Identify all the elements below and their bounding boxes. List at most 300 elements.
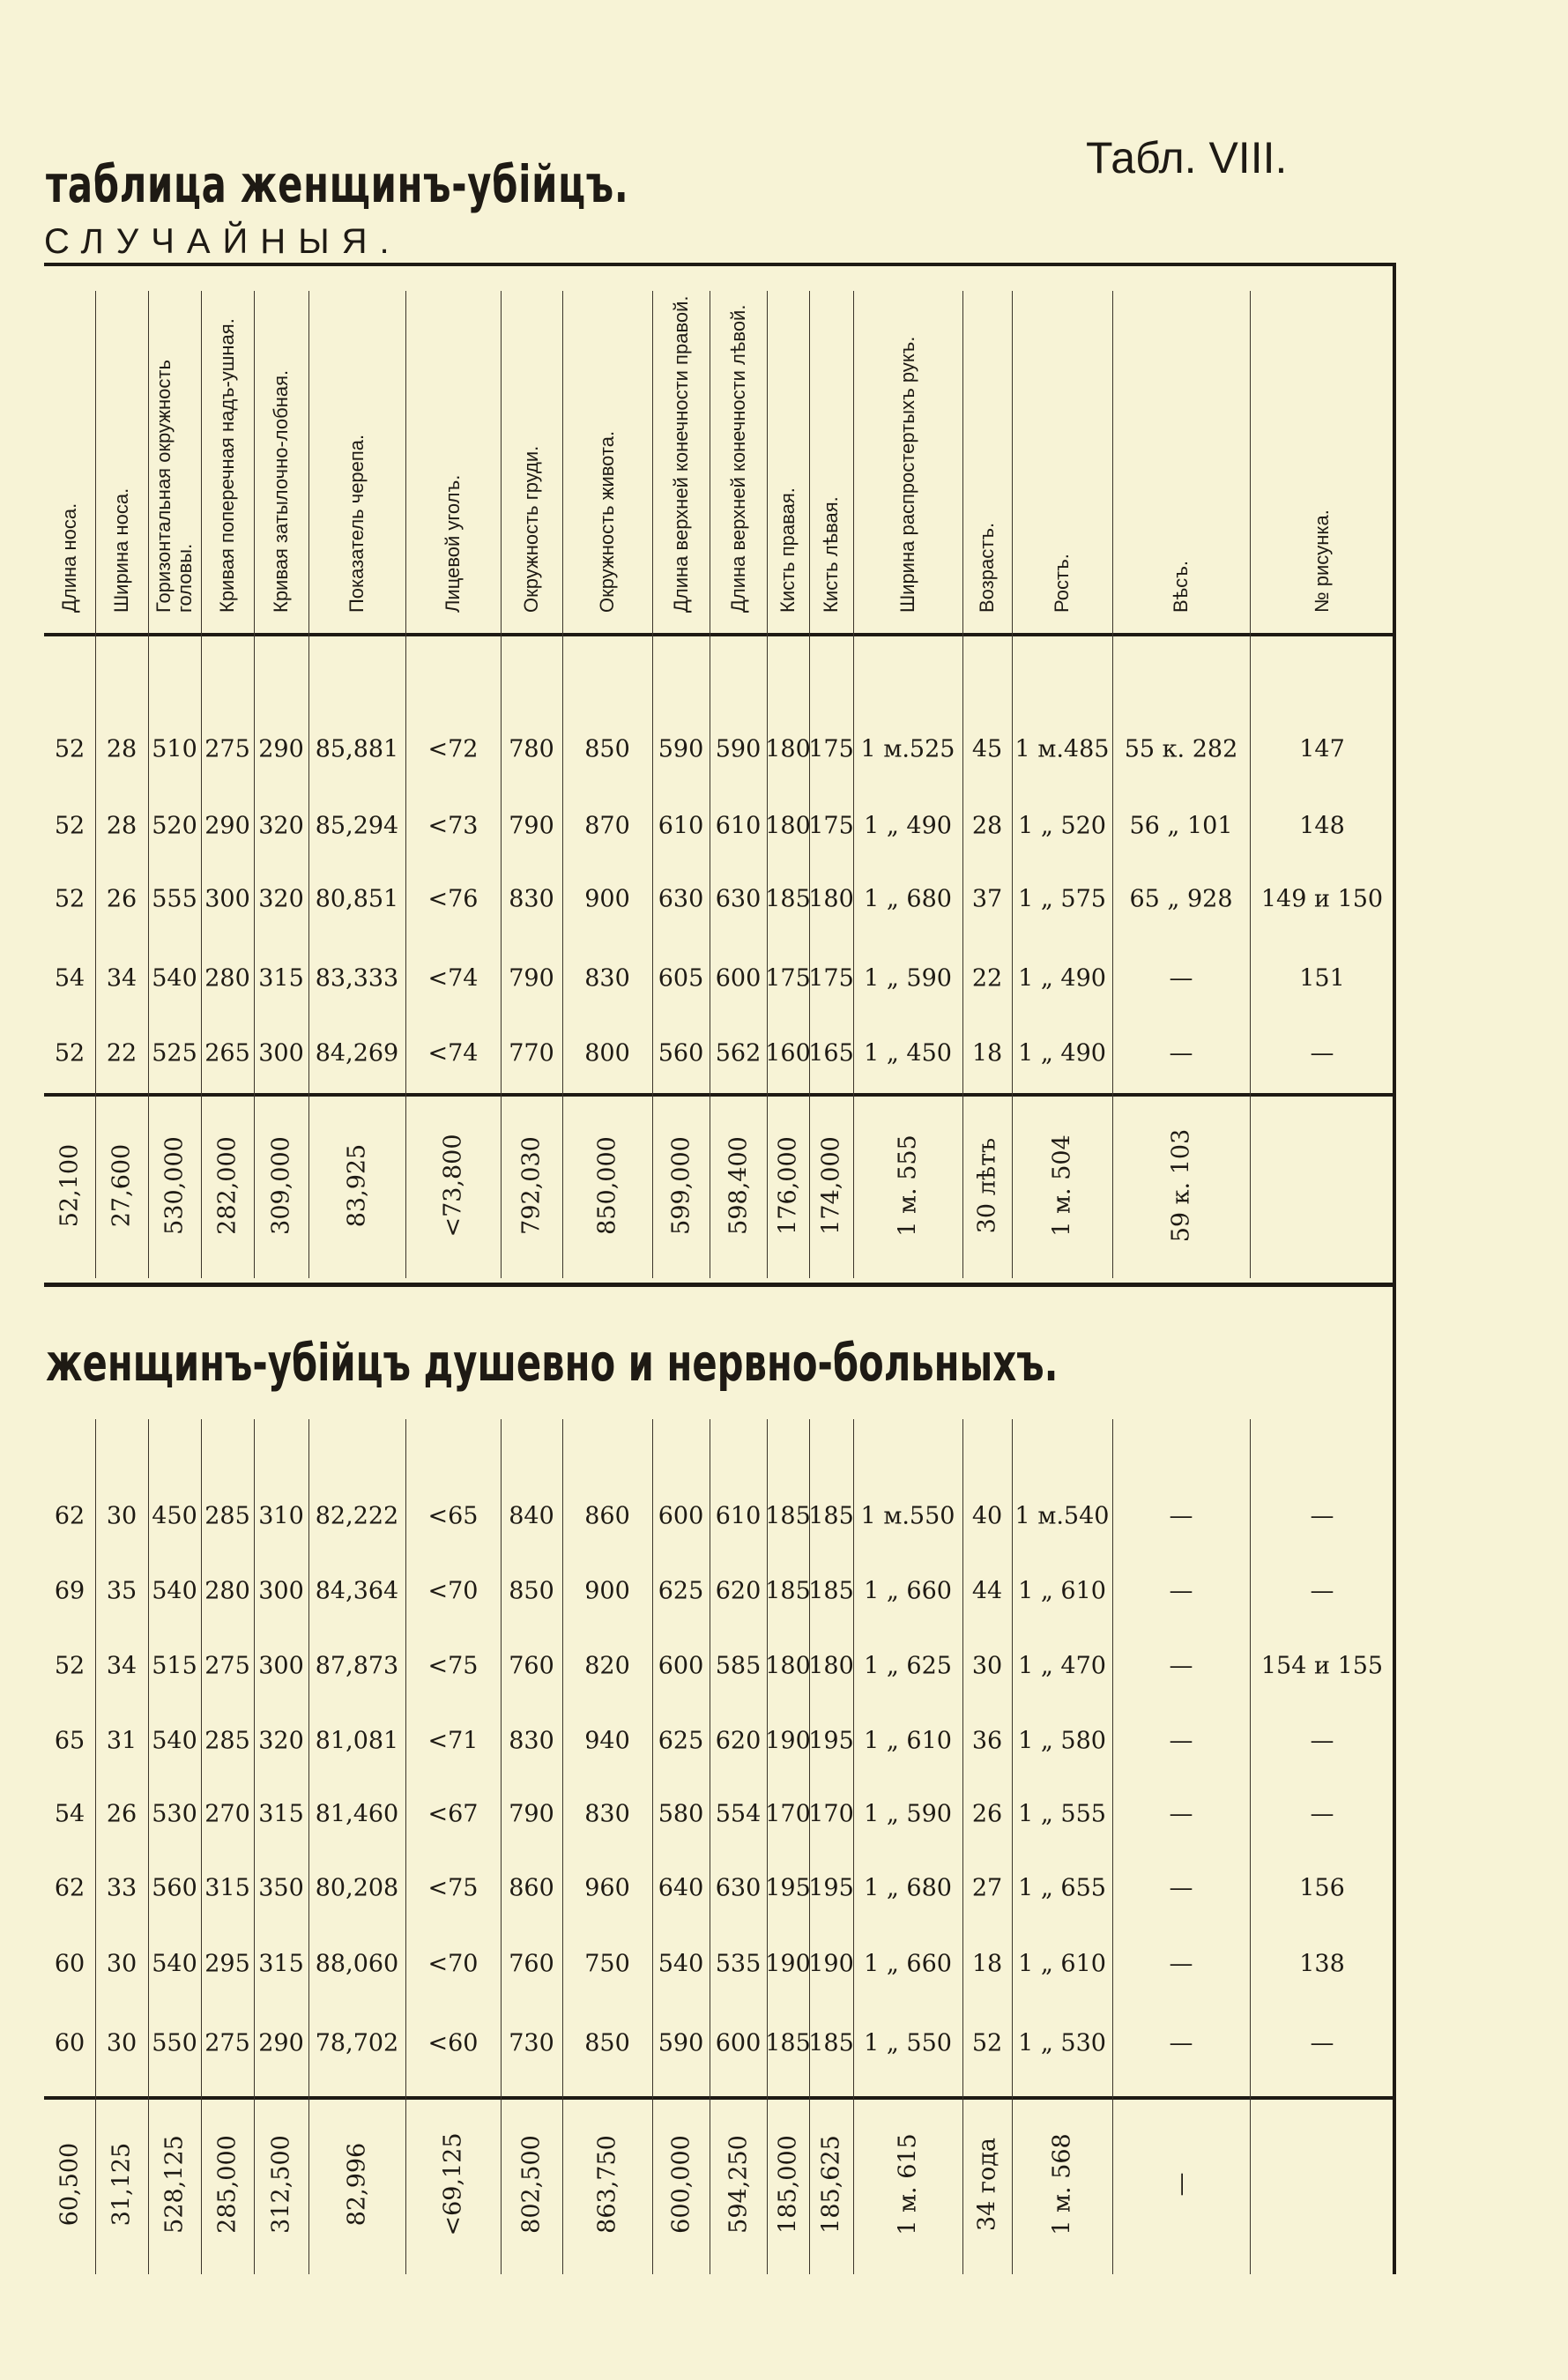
- table-cell: 280: [204, 1577, 250, 1605]
- table-cell: 175: [808, 812, 854, 840]
- table-cell: 82,222: [315, 1502, 399, 1530]
- table-cell: 540: [658, 1950, 704, 1978]
- average-value: 530,000: [160, 1136, 189, 1235]
- table-cell: 54: [54, 1800, 85, 1828]
- table-cell: 78,702: [315, 2029, 399, 2057]
- column-divider: [962, 291, 963, 1278]
- table-cell: 860: [509, 1874, 554, 1902]
- table-cell: 1 „ 660: [864, 1950, 952, 1978]
- average-value: 863,750: [593, 2135, 621, 2234]
- table-cell: —: [1169, 1577, 1193, 1605]
- average-value: 312,500: [267, 2135, 295, 2234]
- column-divider: [767, 291, 768, 1278]
- table-cell: —: [1169, 1652, 1193, 1680]
- column-divider: [201, 291, 202, 1278]
- table-cell: 26: [106, 1800, 137, 1828]
- table-cell: 52: [54, 1652, 85, 1680]
- average-value: <73,800: [439, 1134, 467, 1238]
- table-cell: 1 „ 610: [864, 1727, 952, 1755]
- column-divider: [405, 1419, 406, 2274]
- table-cell: 180: [808, 1652, 854, 1680]
- table-cell: 610: [715, 812, 762, 840]
- table-cell: 180: [765, 735, 811, 763]
- table-cell: 1 „ 520: [1018, 812, 1106, 840]
- table-cell: —: [1169, 1874, 1193, 1902]
- table-cell: 1 м.525: [860, 735, 955, 763]
- column-header: Ростъ.: [1051, 554, 1073, 613]
- column-header: Кисть лѣвая.: [820, 496, 842, 613]
- average-value: 1 м. 504: [1048, 1134, 1076, 1237]
- column-header: Кривая затылочно-лобная.: [270, 369, 292, 613]
- table-cell: 170: [765, 1800, 811, 1828]
- table-cell: 149 и 150: [1260, 885, 1384, 913]
- table-cell: 315: [258, 1800, 304, 1828]
- column-divider: [1012, 1419, 1013, 2274]
- table-cell: 185: [808, 2029, 854, 2057]
- table-cell: 1 „ 580: [1018, 1727, 1106, 1755]
- table-cell: 320: [258, 812, 304, 840]
- rule-line: [44, 633, 1394, 636]
- table-cell: 540: [152, 1727, 197, 1755]
- table-cell: 315: [258, 964, 304, 993]
- table-cell: 170: [808, 1800, 854, 1828]
- table-cell: 830: [584, 964, 630, 993]
- average-value: 60,500: [56, 2142, 84, 2227]
- table-cell: <60: [427, 2029, 479, 2057]
- table-cell: 1 „ 575: [1018, 885, 1106, 913]
- table-cell: 790: [509, 964, 554, 993]
- table-cell: <75: [427, 1652, 479, 1680]
- table-cell: <70: [427, 1950, 479, 1978]
- column-divider: [308, 291, 309, 1278]
- table-cell: 560: [658, 1039, 704, 1067]
- table-cell: 34: [106, 964, 137, 993]
- column-divider: [95, 1419, 96, 2274]
- column-divider: [1012, 291, 1013, 1278]
- column-divider: [853, 1419, 854, 2274]
- table-cell: 195: [808, 1727, 854, 1755]
- column-header: Лицевой уголъ.: [442, 474, 464, 613]
- table-cell: <71: [427, 1727, 479, 1755]
- rule-line: [44, 263, 1394, 266]
- table-cell: 35: [106, 1577, 137, 1605]
- table-cell: 770: [509, 1039, 554, 1067]
- table-cell: 30: [106, 1950, 137, 1978]
- table-cell: 850: [509, 1577, 554, 1605]
- table-cell: 290: [258, 735, 304, 763]
- table-cell: 315: [258, 1950, 304, 1978]
- table-cell: 960: [584, 1874, 630, 1902]
- average-value: 185,625: [817, 2135, 845, 2234]
- table-cell: 60: [54, 1950, 85, 1978]
- table-cell: <72: [427, 735, 479, 763]
- table-cell: 540: [152, 1950, 197, 1978]
- table-cell: 185: [808, 1502, 854, 1530]
- column-divider: [95, 291, 96, 1278]
- table-cell: 275: [204, 1652, 250, 1680]
- table-cell: 27: [971, 1874, 1003, 1902]
- table-cell: 320: [258, 1727, 304, 1755]
- table-cell: —: [1169, 964, 1193, 993]
- table-cell: 85,294: [315, 812, 399, 840]
- table-cell: 1 „ 550: [864, 2029, 952, 2057]
- table-cell: 26: [971, 1800, 1003, 1828]
- column-divider: [254, 1419, 255, 2274]
- average-value: 185,000: [774, 2135, 802, 2234]
- table-cell: 555: [152, 885, 197, 913]
- table-cell: 88,060: [315, 1950, 399, 1978]
- table-cell: 550: [152, 2029, 197, 2057]
- table-cell: 830: [584, 1800, 630, 1828]
- table-cell: <67: [427, 1800, 479, 1828]
- section2-title: женщинъ-убійцъ душевно и нервно-больныхъ.: [46, 1333, 1059, 1393]
- table-cell: 175: [765, 964, 811, 993]
- table-cell: 83,333: [315, 964, 399, 993]
- table-cell: 54: [54, 964, 85, 993]
- table-cell: 185: [808, 1577, 854, 1605]
- table-cell: 151: [1299, 964, 1345, 993]
- column-divider: [1112, 291, 1113, 1278]
- table-cell: 1 „ 590: [864, 1800, 952, 1828]
- table-cell: <76: [427, 885, 479, 913]
- table-cell: 81,460: [315, 1800, 399, 1828]
- table-cell: 30: [106, 2029, 137, 2057]
- table-cell: 185: [765, 885, 811, 913]
- column-divider: [809, 291, 810, 1278]
- table-cell: 585: [715, 1652, 762, 1680]
- column-header: Длина верхней конечности правой.: [669, 295, 692, 613]
- column-header: Горизонтальная окружность головы.: [152, 360, 196, 613]
- table-cell: 22: [971, 964, 1003, 993]
- average-value: 600,000: [667, 2135, 695, 2234]
- table-cell: 600: [658, 1652, 704, 1680]
- table-cell: 85,881: [315, 735, 399, 763]
- table-cell: 180: [765, 812, 811, 840]
- table-cell: 860: [584, 1502, 630, 1530]
- table-cell: 630: [715, 885, 762, 913]
- average-value: 176,000: [774, 1136, 802, 1235]
- table-cell: 190: [765, 1727, 811, 1755]
- table-cell: 190: [765, 1950, 811, 1978]
- table-cell: 175: [808, 735, 854, 763]
- table-cell: 290: [258, 2029, 304, 2057]
- average-value: 594,250: [725, 2135, 752, 2234]
- table-cell: 310: [258, 1502, 304, 1530]
- column-divider: [853, 291, 854, 1278]
- table-cell: 940: [584, 1727, 630, 1755]
- table-cell: 280: [204, 964, 250, 993]
- table-cell: 285: [204, 1502, 250, 1530]
- column-header: Окружность живота.: [596, 430, 618, 613]
- table-cell: 55 к. 282: [1124, 735, 1238, 763]
- table-cell: 285: [204, 1727, 250, 1755]
- table-cell: 31: [106, 1727, 137, 1755]
- table-cell: 180: [808, 885, 854, 913]
- average-value: 802,500: [517, 2135, 546, 2234]
- table-cell: 180: [765, 1652, 811, 1680]
- table-cell: 52: [971, 2029, 1003, 2057]
- table-cell: 138: [1299, 1950, 1345, 1978]
- table-cell: 630: [658, 885, 704, 913]
- table-cell: 18: [971, 1950, 1003, 1978]
- table-cell: 760: [509, 1652, 554, 1680]
- table-cell: 535: [715, 1950, 762, 1978]
- table-cell: 154 и 155: [1260, 1652, 1384, 1680]
- average-value: —: [1167, 2172, 1195, 2197]
- table-cell: 790: [509, 1800, 554, 1828]
- table-cell: 195: [808, 1874, 854, 1902]
- column-header: Показатель черепа.: [346, 434, 368, 613]
- table-cell: 190: [808, 1950, 854, 1978]
- column-divider: [405, 291, 406, 1278]
- table-cell: 730: [509, 2029, 554, 2057]
- column-divider: [148, 1419, 149, 2274]
- column-divider: [148, 291, 149, 1278]
- average-value: 59 к. 103: [1167, 1128, 1195, 1243]
- column-header: Вѣсъ.: [1170, 560, 1192, 613]
- table-cell: 1 „ 490: [864, 812, 952, 840]
- table-cell: 300: [258, 1652, 304, 1680]
- table-cell: 850: [584, 735, 630, 763]
- table-cell: 30: [971, 1652, 1003, 1680]
- right-border: [1393, 263, 1396, 2274]
- table-cell: 320: [258, 885, 304, 913]
- table-cell: —: [1310, 1727, 1334, 1755]
- table-cell: 900: [584, 885, 630, 913]
- table-cell: 270: [204, 1800, 250, 1828]
- table-cell: 1 „ 610: [1018, 1950, 1106, 1978]
- table-cell: 562: [715, 1039, 762, 1067]
- average-value: 52,100: [56, 1143, 84, 1228]
- table-cell: 60: [54, 2029, 85, 2057]
- table-cell: 34: [106, 1652, 137, 1680]
- table-cell: 554: [715, 1800, 762, 1828]
- table-cell: 1 „ 680: [864, 885, 952, 913]
- column-divider: [308, 1419, 309, 2274]
- table-cell: 81,081: [315, 1727, 399, 1755]
- average-value: 83,925: [343, 1143, 371, 1228]
- table-cell: 30: [106, 1502, 137, 1530]
- table-cell: 185: [765, 2029, 811, 2057]
- average-value: 528,125: [160, 2135, 189, 2234]
- column-header: Кисть правая.: [777, 487, 799, 613]
- table-cell: 1 „ 555: [1018, 1800, 1106, 1828]
- table-cell: 625: [658, 1727, 704, 1755]
- rule-line: [44, 2096, 1394, 2100]
- column-divider: [501, 1419, 502, 2274]
- table-number: Табл. VIII.: [1086, 133, 1288, 182]
- average-value: 1 м. 615: [894, 2133, 922, 2235]
- table-cell: 620: [715, 1727, 762, 1755]
- table-cell: 610: [715, 1502, 762, 1530]
- table-cell: —: [1169, 1502, 1193, 1530]
- column-divider: [201, 1419, 202, 2274]
- column-header: Окружность груди.: [520, 445, 542, 613]
- table-cell: 52: [54, 885, 85, 913]
- column-header: Длина носа.: [58, 502, 80, 613]
- table-cell: 40: [971, 1502, 1003, 1530]
- average-value: 598,400: [725, 1136, 752, 1235]
- table-cell: 36: [971, 1727, 1003, 1755]
- table-cell: 1 м.485: [1014, 735, 1110, 763]
- column-header: Возрастъ.: [976, 522, 998, 613]
- average-value: 1 м. 555: [894, 1134, 922, 1237]
- table-cell: 1 „ 680: [864, 1874, 952, 1902]
- column-divider: [1250, 291, 1251, 1278]
- column-divider: [254, 291, 255, 1278]
- average-value: 309,000: [267, 1136, 295, 1235]
- rule-line: [44, 1283, 1394, 1287]
- average-value: 27,600: [108, 1143, 136, 1228]
- table-cell: 80,851: [315, 885, 399, 913]
- column-divider: [652, 291, 653, 1278]
- table-cell: —: [1169, 1039, 1193, 1067]
- table-cell: 600: [715, 2029, 762, 2057]
- table-cell: 56 „ 101: [1129, 812, 1233, 840]
- column-divider: [562, 1419, 563, 2274]
- average-value: <69,125: [439, 2132, 467, 2236]
- column-divider: [1250, 1419, 1251, 2274]
- table-subtitle: СЛУЧАЙНЫЯ.: [44, 222, 402, 261]
- average-value: 792,030: [517, 1136, 546, 1235]
- table-cell: 295: [204, 1950, 250, 1978]
- table-cell: <73: [427, 812, 479, 840]
- table-cell: 45: [971, 735, 1003, 763]
- table-cell: 1 „ 625: [864, 1652, 952, 1680]
- table-cell: 62: [54, 1502, 85, 1530]
- table-cell: 195: [765, 1874, 811, 1902]
- table-cell: 1 „ 655: [1018, 1874, 1106, 1902]
- column-header: Кривая поперечная надъ-ушная.: [216, 318, 238, 613]
- table-cell: 790: [509, 812, 554, 840]
- table-cell: 515: [152, 1652, 197, 1680]
- table-cell: 760: [509, 1950, 554, 1978]
- table-cell: 62: [54, 1874, 85, 1902]
- table-cell: —: [1310, 1039, 1334, 1067]
- column-divider: [501, 291, 502, 1278]
- average-value: 850,000: [593, 1136, 621, 1235]
- table-cell: 87,873: [315, 1652, 399, 1680]
- table-cell: 44: [971, 1577, 1003, 1605]
- rule-line: [44, 1093, 1394, 1097]
- table-cell: 840: [509, 1502, 554, 1530]
- table-cell: 160: [765, 1039, 811, 1067]
- table-cell: 590: [658, 2029, 704, 2057]
- column-divider: [767, 1419, 768, 2274]
- table-cell: 870: [584, 812, 630, 840]
- table-cell: 28: [971, 812, 1003, 840]
- table-cell: 300: [258, 1577, 304, 1605]
- table-cell: 1 „ 610: [1018, 1577, 1106, 1605]
- table-cell: 830: [509, 1727, 554, 1755]
- table-cell: —: [1310, 1800, 1334, 1828]
- table-cell: 620: [715, 1577, 762, 1605]
- average-value: 174,000: [817, 1136, 845, 1235]
- table-cell: 600: [715, 964, 762, 993]
- table-cell: 780: [509, 735, 554, 763]
- table-cell: 275: [204, 735, 250, 763]
- table-cell: —: [1169, 1950, 1193, 1978]
- table-cell: 525: [152, 1039, 197, 1067]
- table-cell: 22: [106, 1039, 137, 1067]
- table-cell: 290: [204, 812, 250, 840]
- average-value: 31,125: [108, 2142, 136, 2227]
- table-cell: 1 м.540: [1014, 1502, 1110, 1530]
- table-cell: 37: [971, 885, 1003, 913]
- table-cell: 590: [715, 735, 762, 763]
- table-cell: <70: [427, 1577, 479, 1605]
- table-cell: 640: [658, 1874, 704, 1902]
- table-cell: 600: [658, 1502, 704, 1530]
- table-cell: 450: [152, 1502, 197, 1530]
- table-cell: 1 „ 530: [1018, 2029, 1106, 2057]
- table-cell: 560: [152, 1874, 197, 1902]
- table-cell: 175: [808, 964, 854, 993]
- table-cell: 28: [106, 812, 137, 840]
- average-value: 285,000: [213, 2135, 242, 2234]
- table-cell: 315: [204, 1874, 250, 1902]
- column-divider: [1112, 1419, 1113, 2274]
- table-cell: 84,269: [315, 1039, 399, 1067]
- table-cell: 590: [658, 735, 704, 763]
- table-cell: <75: [427, 1874, 479, 1902]
- column-header: Ширина носа.: [110, 487, 132, 613]
- table-cell: 540: [152, 964, 197, 993]
- average-value: 1 м. 568: [1048, 2133, 1076, 2235]
- column-divider: [809, 1419, 810, 2274]
- table-cell: 1 „ 590: [864, 964, 952, 993]
- table-cell: 1 „ 660: [864, 1577, 952, 1605]
- table-cell: 830: [509, 885, 554, 913]
- table-cell: 275: [204, 2029, 250, 2057]
- table-cell: <74: [427, 964, 479, 993]
- column-header: № рисунка.: [1311, 509, 1333, 613]
- table-cell: 52: [54, 812, 85, 840]
- table-cell: 580: [658, 1800, 704, 1828]
- table-cell: 850: [584, 2029, 630, 2057]
- table-cell: 1 „ 450: [864, 1039, 952, 1067]
- average-value: 30 лѣтъ: [973, 1137, 1001, 1234]
- column-divider: [962, 1419, 963, 2274]
- table-cell: 900: [584, 1577, 630, 1605]
- table-cell: 300: [258, 1039, 304, 1067]
- table-title: таблица женщинъ-убійцъ.: [46, 154, 629, 214]
- table-cell: 520: [152, 812, 197, 840]
- table-cell: 33: [106, 1874, 137, 1902]
- table-cell: 165: [808, 1039, 854, 1067]
- table-cell: 630: [715, 1874, 762, 1902]
- table-cell: 65 „ 928: [1129, 885, 1233, 913]
- table-cell: 820: [584, 1652, 630, 1680]
- table-cell: 625: [658, 1577, 704, 1605]
- table-cell: 1 „ 490: [1018, 964, 1106, 993]
- table-cell: 80,208: [315, 1874, 399, 1902]
- average-value: 34 года: [973, 2137, 1001, 2232]
- table-cell: 84,364: [315, 1577, 399, 1605]
- table-cell: 1 „ 470: [1018, 1652, 1106, 1680]
- table-cell: <65: [427, 1502, 479, 1530]
- table-cell: 148: [1299, 812, 1345, 840]
- table-cell: 750: [584, 1950, 630, 1978]
- table-cell: —: [1169, 1727, 1193, 1755]
- table-cell: —: [1169, 2029, 1193, 2057]
- column-divider: [562, 291, 563, 1278]
- average-value: 599,000: [667, 1136, 695, 1235]
- table-cell: 69: [54, 1577, 85, 1605]
- average-value: 282,000: [213, 1136, 242, 1235]
- table-cell: 147: [1299, 735, 1345, 763]
- table-cell: 185: [765, 1502, 811, 1530]
